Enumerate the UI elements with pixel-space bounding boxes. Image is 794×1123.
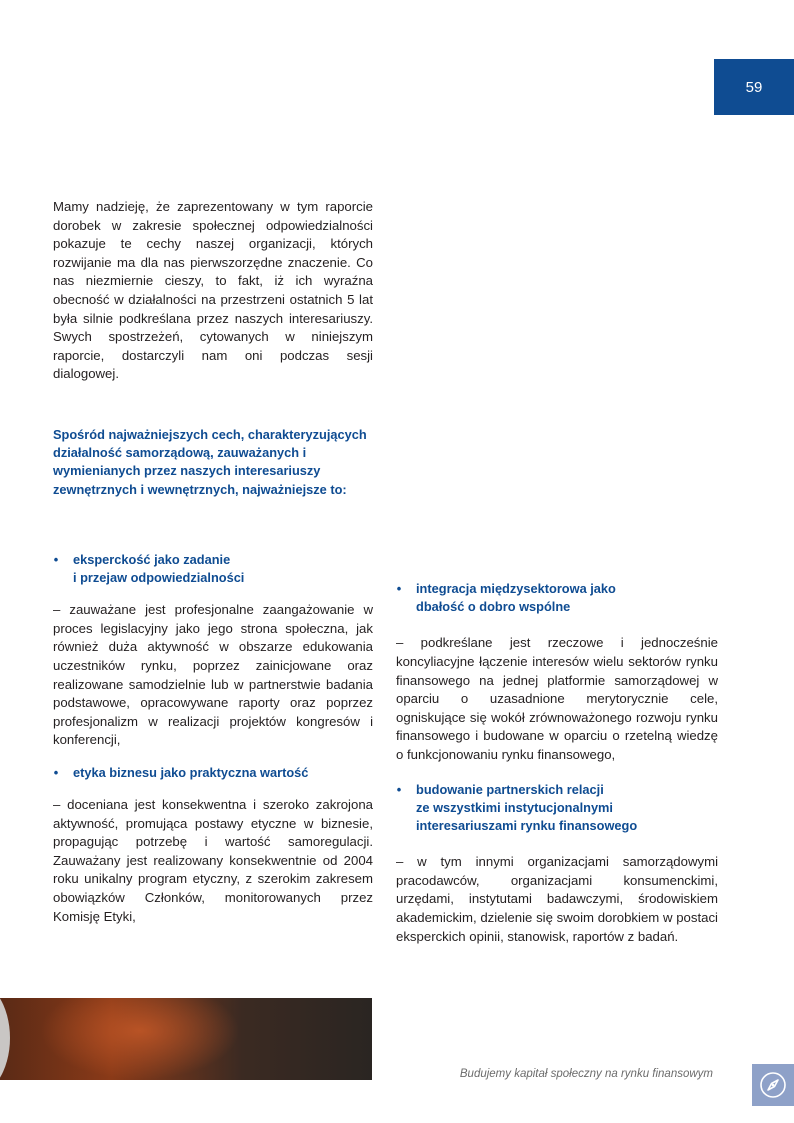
- bullet-description-partnership: – w tym innymi organizacjami samorządowymi pracodawców, organizacjami konsumenckimi, urzędami, instytutami badawczymi, środowiskiem akademickim, dzielenie się swoim dorobkiem w postaci eksperckich opinii, stanowisk, raportów z badań.: [396, 854, 718, 944]
- bullet-icon: •: [396, 781, 402, 797]
- bullet-description-ethics: – doceniana jest konsekwentna i szeroko zakrojona aktywność, promująca postawy etyczne w biznesie, propagując potrzebę i wartość samoregulacji. Zauważany jest realizowany konsekwentnie od 2004 roku unikalny program etyczny, z szerokim zakresem obowiązków Członków, monitorowanych przez Komisję Etyki,: [53, 797, 373, 924]
- bullet-heading-expertise: [53, 551, 373, 587]
- page-number-badge: [714, 59, 794, 115]
- bullet-heading-integration: [396, 580, 718, 616]
- bullet-icon: •: [53, 764, 59, 780]
- bullet-title: integracja międzysektorowa jako dbałość o dobro wspólne: [416, 581, 616, 615]
- page-number: 59: [745, 78, 763, 96]
- intro-paragraph: Mamy nadzieję, że zaprezentowany w tym raporcie dorobek w zakresie społecznej odpowiedzialności pokazuje te cechy naszej organizacji, których rozwijanie ma dla nas pierwszorzędne znaczenie. Co nas niezmiernie cieszy, to fakt, iż ich wyraźna obecność w działalności na przestrzeni ostatnich 5 lat była silnie podkreślana przez naszych interesariuszy. Swych spostrzeżeń, cytowanych w niniejszym raporcie, dostarczyli nam oni podczas sesji dialogowej.: [53, 199, 373, 382]
- decorative-photo-strip: [0, 998, 372, 1080]
- bullet-description-integration: – podkreślane jest rzeczowe i jednocześnie koncyliacyjne łączenie interesów wielu sektorów rynku finansowego na jednej platformie samorządowej w oparciu o uzasadnione merytorycznie cele, ogniskujące się wokół zrównoważonego rozwoju rynku finansowego i budowane w oparciu o rzetelną wiedzę o funkcjonowaniu rynku finansowego,: [396, 635, 718, 762]
- bullet-heading-partnership: [396, 781, 718, 836]
- right-column: [396, 580, 718, 962]
- bullet-icon: •: [396, 581, 402, 596]
- bullet-heading-ethics: [53, 764, 373, 782]
- footer-tagline: Budujemy kapitał społeczny na rynku finansowym: [459, 1068, 713, 1080]
- bullet-icon: •: [53, 551, 59, 567]
- compass-icon-box: [752, 1064, 794, 1106]
- bullet-title: eksperckość jako zadanie i przejaw odpowiedzialności: [73, 551, 245, 585]
- left-column: [53, 198, 373, 926]
- highlight-paragraph: Spośród najważniejszych cech, charakteryzujących działalność samorządową, zauważanych i wymienianych przez naszych interesariuszy zewnętrznych i wewnętrznych, najważniejsze to:: [53, 426, 367, 497]
- bullet-description-expertise: – zauważane jest profesjonalne zaangażowanie w proces legislacyjny jako jego strona społeczna, jak również duża aktywność w obszarze edukowania uczestników rynku, poprzez zainicjowane oraz realizowane samodzielnie lub w partnerstwie badania podstawowe, opracowywane raporty oraz poprzez profesjonalizm w realizacji projektów kongresów i konferencji,: [53, 602, 373, 748]
- photo-glow: [40, 998, 240, 1080]
- bullet-title: etyka biznesu jako praktyczna wartość: [73, 764, 309, 780]
- photo-circle-shape: [0, 998, 10, 1080]
- compass-icon: [758, 1070, 788, 1100]
- bullet-title: budowanie partnerskich relacji ze wszystkimi instytucjonalnymi interesariuszami rynku finansowego: [416, 781, 638, 833]
